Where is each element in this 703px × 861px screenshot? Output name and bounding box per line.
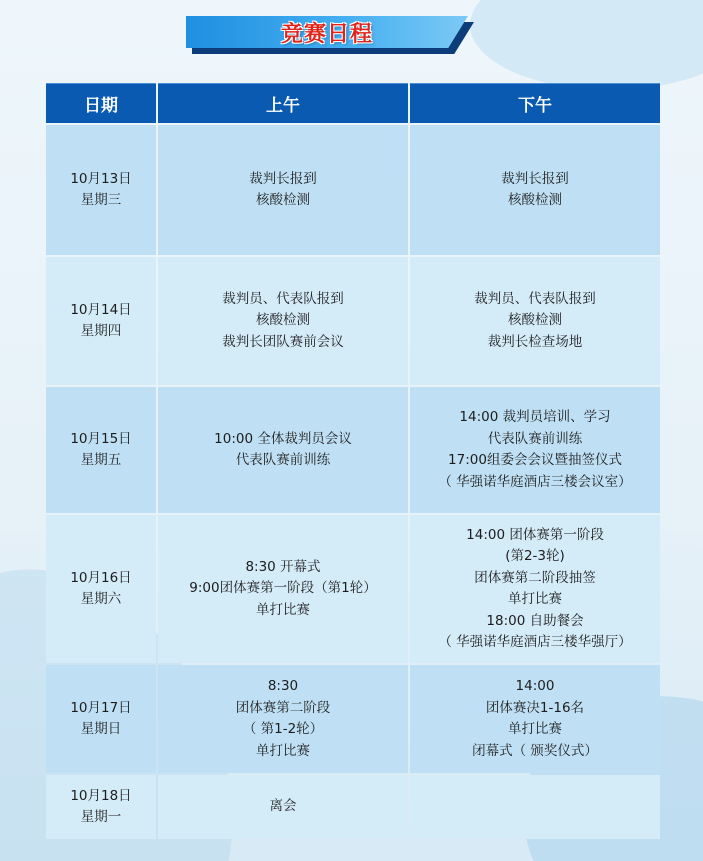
schedule-line: 8:30 开幕式 xyxy=(245,558,321,575)
weekday-text: 星期四 xyxy=(80,323,122,339)
page-title: 竞赛日程 xyxy=(280,21,373,47)
date-cell xyxy=(46,125,156,255)
schedule-line: 裁判长团队赛前会议 xyxy=(222,333,344,350)
schedule-line: 核酸检测 xyxy=(508,192,562,208)
weekday-text: 星期六 xyxy=(80,591,122,607)
weekday-text: 星期一 xyxy=(80,809,122,825)
background-swoosh xyxy=(470,0,703,90)
weekday-text: 星期三 xyxy=(80,192,122,208)
schedule-line: （ 华强诺华庭酒店三楼华强厅） xyxy=(438,634,632,650)
schedule-line: （ 第1-2轮） xyxy=(242,721,324,737)
schedule-table xyxy=(46,83,660,839)
schedule-line: 14:00 裁判员培训、学习 xyxy=(459,409,611,425)
schedule-line: 单打比赛 xyxy=(256,742,310,759)
schedule-line: 团体赛决1-16名 xyxy=(485,699,585,716)
afternoon-cell xyxy=(410,515,660,663)
schedule-line: 离会 xyxy=(269,798,297,815)
date-text: 10月14日 xyxy=(70,301,132,318)
morning-cell xyxy=(158,125,408,255)
schedule-line: 裁判长报到 xyxy=(501,170,569,187)
schedule-line: 18:00 自助餐会 xyxy=(486,612,584,629)
date-text: 10月17日 xyxy=(70,699,132,716)
weekday-text: 星期日 xyxy=(80,721,122,737)
schedule-line: 核酸检测 xyxy=(508,312,562,329)
date-text: 10月15日 xyxy=(70,430,132,447)
schedule-line: 单打比赛 xyxy=(256,601,310,618)
title-banner xyxy=(186,16,478,52)
afternoon-cell xyxy=(410,775,660,839)
date-text: 10月13日 xyxy=(70,170,132,187)
schedule-line: 8:30 xyxy=(267,678,299,694)
date-cell xyxy=(46,665,156,773)
date-cell xyxy=(46,387,156,513)
schedule-line: 代表队赛前训练 xyxy=(487,430,583,447)
date-text: 10月18日 xyxy=(70,787,132,804)
schedule-line: 17:00组委会会议暨抽签仪式 xyxy=(448,452,622,468)
afternoon-cell xyxy=(410,257,660,385)
date-cell xyxy=(46,515,156,663)
schedule-line: （ 华强诺华庭酒店三楼会议室） xyxy=(438,473,632,490)
schedule-line: 闭幕式（ 颁奖仪式） xyxy=(472,742,598,759)
date-cell xyxy=(46,775,156,839)
afternoon-cell xyxy=(410,125,660,255)
morning-cell xyxy=(158,515,408,663)
schedule-line: 核酸检测 xyxy=(256,312,310,329)
header-morning: 上午 xyxy=(158,83,408,123)
schedule-line: 14:00 xyxy=(515,678,555,694)
schedule-line: 代表队赛前训练 xyxy=(235,452,331,468)
schedule-line: 裁判长报到 xyxy=(249,170,317,187)
morning-cell xyxy=(158,387,408,513)
schedule-line: 团体赛第二阶段抽签 xyxy=(474,569,596,586)
afternoon-cell xyxy=(410,665,660,773)
date-text: 10月16日 xyxy=(70,569,132,586)
morning-cell xyxy=(158,257,408,385)
schedule-line: 10:00 全体裁判员会议 xyxy=(214,430,352,447)
schedule-line: 裁判员、代表队报到 xyxy=(474,290,596,307)
schedule-line: 裁判员、代表队报到 xyxy=(222,290,344,307)
header-date: 日期 xyxy=(46,83,156,123)
schedule-line: (第2-3轮) xyxy=(505,548,565,564)
morning-cell xyxy=(158,775,408,839)
morning-cell xyxy=(158,665,408,773)
schedule-line: 团体赛第二阶段 xyxy=(235,699,331,716)
header-afternoon: 下午 xyxy=(410,83,660,123)
weekday-text: 星期五 xyxy=(80,452,122,468)
schedule-line: 单打比赛 xyxy=(508,591,562,607)
schedule-line: 单打比赛 xyxy=(508,721,562,737)
afternoon-cell xyxy=(410,387,660,513)
schedule-line: 裁判长检查场地 xyxy=(487,333,583,350)
schedule-line: 核酸检测 xyxy=(256,192,310,208)
schedule-line: 14:00 团体赛第一阶段 xyxy=(466,526,604,543)
schedule-line: 9:00团体赛第一阶段（第1轮） xyxy=(189,580,377,597)
date-cell xyxy=(46,257,156,385)
